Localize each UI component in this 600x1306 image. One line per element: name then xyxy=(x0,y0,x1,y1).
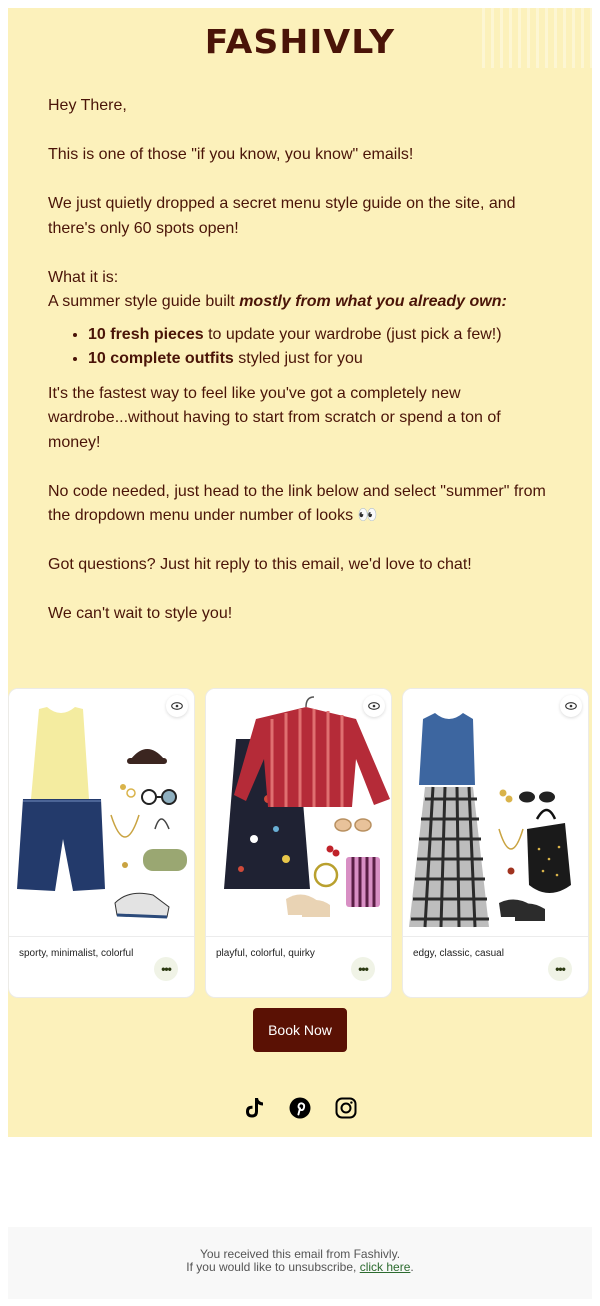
email-footer xyxy=(8,1227,592,1299)
closing-paragraph: We can't wait to style you! xyxy=(48,605,233,622)
book-now-button[interactable]: Book Now xyxy=(253,1008,347,1052)
fastest-paragraph: It's the fastest way to feel like you've got a completely new wardrobe...without having to start from scratch or spend a ton of money! xyxy=(48,384,501,451)
cta-section xyxy=(8,998,592,1137)
outfit-tags: edgy, classic, casual xyxy=(413,948,504,959)
outfit-tags: sporty, minimalist, colorful xyxy=(19,948,134,959)
footer-unsubscribe-text: If you would like to unsubscribe, click here. xyxy=(186,1260,414,1274)
pinterest-icon[interactable] xyxy=(288,1096,312,1120)
email-container xyxy=(8,8,592,1137)
email-hero-section xyxy=(8,8,592,688)
more-options-icon[interactable]: ••• xyxy=(154,957,178,981)
social-links xyxy=(242,1096,358,1120)
summary-paragraph: A summer style guide built mostly from what you already own: xyxy=(48,293,507,310)
tiktok-icon[interactable] xyxy=(242,1096,266,1120)
more-options-icon[interactable]: ••• xyxy=(548,957,572,981)
more-options-icon[interactable]: ••• xyxy=(351,957,375,981)
brand-logo[interactable]: FASHIVLY xyxy=(204,22,396,61)
footer-received-text: You received this email from Fashivly. xyxy=(199,1247,401,1261)
outfit-image[interactable] xyxy=(9,689,194,937)
outfit-tags: playful, colorful, quirky xyxy=(216,948,315,959)
unsubscribe-link[interactable]: click here xyxy=(359,1260,411,1274)
view-eye-icon[interactable] xyxy=(363,695,385,717)
outfit-card[interactable] xyxy=(205,688,392,998)
outfit-card[interactable] xyxy=(402,688,589,998)
view-eye-icon[interactable] xyxy=(560,695,582,717)
outfit-cards-row xyxy=(8,688,592,998)
list-item: • 10 fresh pieces to update your wardrobe (just pick a few!) xyxy=(88,323,548,348)
drop-paragraph: We just quietly dropped a secret menu style guide on the site, and there's only 60 spots open! xyxy=(48,195,516,237)
instagram-icon[interactable] xyxy=(334,1096,358,1120)
intro-paragraph: This is one of those "if you know, you know" emails! xyxy=(48,146,414,163)
outfit-image[interactable] xyxy=(206,689,391,937)
greeting: Hey There, xyxy=(48,97,127,114)
outfit-image[interactable] xyxy=(403,689,588,937)
summary-emphasis: mostly from what you already own: xyxy=(239,293,507,310)
view-eye-icon[interactable] xyxy=(166,695,188,717)
outfit-card[interactable] xyxy=(8,688,195,998)
what-it-is-label: What it is: xyxy=(48,268,119,286)
feature-list xyxy=(88,323,548,372)
questions-paragraph: Got questions? Just hit reply to this email, we'd love to chat! xyxy=(48,556,472,573)
list-item: • 10 complete outfits styled just for you xyxy=(88,347,548,372)
no-code-paragraph: No code needed, just head to the link below and select "summer" from the dropdown menu under number of looks 👀 xyxy=(48,482,546,524)
email-body xyxy=(48,94,548,627)
